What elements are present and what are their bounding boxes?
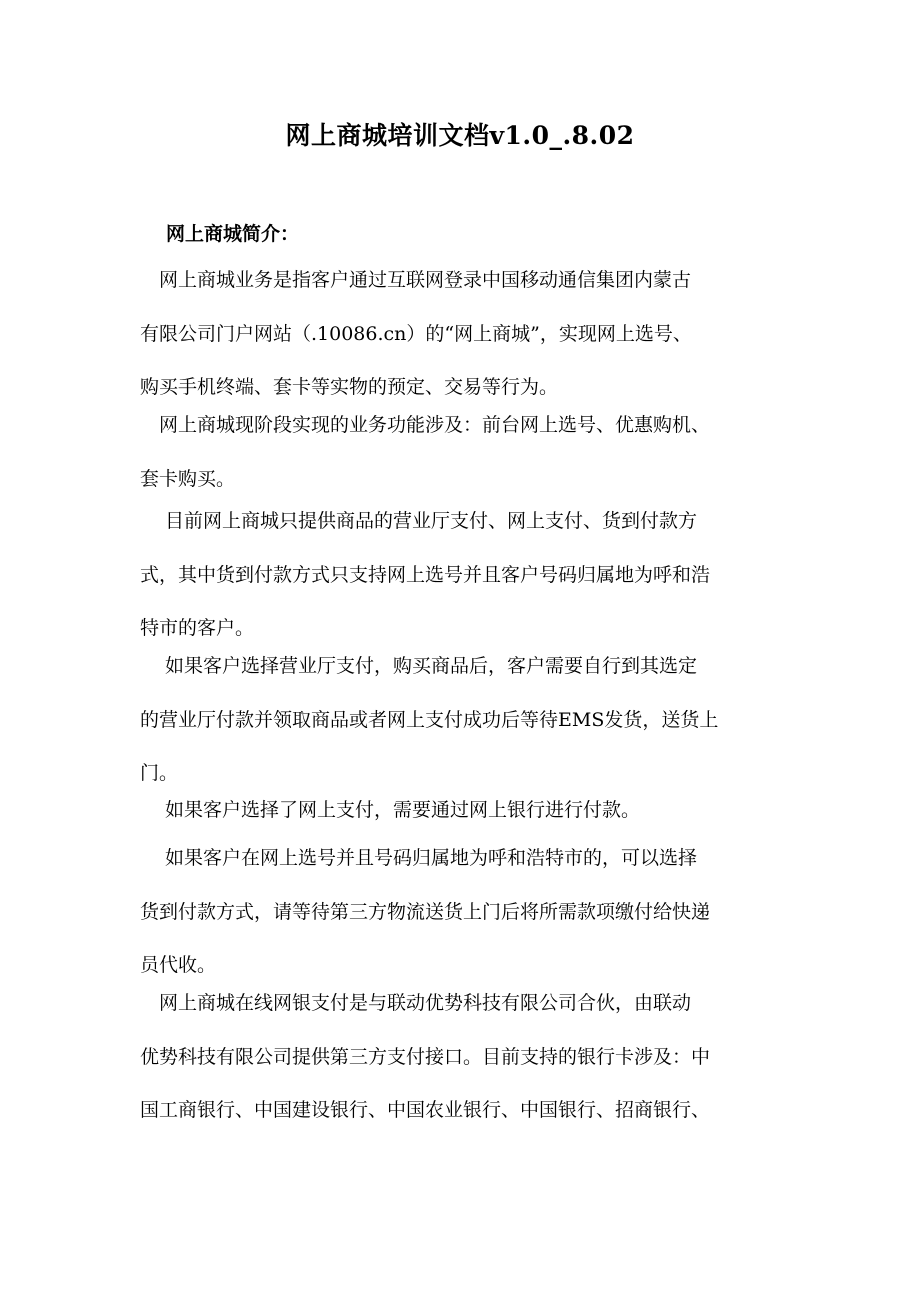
paragraph-line: 网上商城在线网银支付是与联动优势科技有限公司合伙，由联动	[140, 992, 692, 1014]
paragraph	[140, 832, 800, 993]
paragraph	[140, 254, 800, 415]
paragraph-line: 的营业厅付款并领取商品或者网上支付成功后等待EMS发货，送货上	[140, 708, 719, 731]
paragraph-line: 国工商银行、中国建设银行、中国农业银行、中国银行、招商银行、	[140, 1099, 711, 1121]
paragraph-line: 货到付款方式，请等待第三方物流送货上门后将所需款项缴付给快递	[140, 900, 711, 923]
paragraph-line: 目前网上商城只提供商品的营业厅支付、网上支付、货到付款方	[140, 510, 698, 532]
paragraph-line: 如果客户选择了网上支付，需要通过网上银行进行付款。	[140, 799, 641, 821]
paragraph-line: 特市的客户。	[140, 617, 255, 639]
paragraph	[140, 495, 800, 656]
paragraph	[140, 977, 800, 1138]
section-heading: 网上商城简介：	[166, 223, 300, 245]
paragraph-line: 网上商城业务是指客户通过互联网登录中国移动通信集团内蒙古	[140, 269, 692, 291]
paragraph	[140, 640, 800, 801]
paragraph-line: 购买手机终端、套卡等实物的预定、交易等行为。	[140, 376, 559, 398]
paragraph-line: 式，其中货到付款方式只支持网上选号并且客户号码归属地为呼和浩	[140, 563, 711, 586]
document-title: 网上商城培训文档v1.0_.8.02	[285, 121, 635, 150]
paragraph	[140, 784, 800, 838]
paragraph-line: 门。	[140, 762, 179, 784]
paragraph	[140, 399, 800, 506]
paragraph-line: 网上商城现阶段实现的业务功能涉及：前台网上选号、优惠购机、	[140, 414, 711, 436]
paragraph-line: 套卡购买。	[140, 467, 236, 490]
paragraph-line: 员代收。	[140, 954, 217, 976]
paragraph-line: 如果客户在网上选号并且号码归属地为呼和浩特市的，可以选择	[140, 847, 698, 869]
paragraph-line: 如果客户选择营业厅支付，购买商品后，客户需要自行到其选定	[140, 655, 698, 677]
paragraph-line: 有限公司门户网站（.10086.cn）的“网上商城”，实现网上选号、	[140, 322, 692, 345]
paragraph-line: 优势科技有限公司提供第三方支付接口。目前支持的银行卡涉及：中	[140, 1045, 711, 1068]
